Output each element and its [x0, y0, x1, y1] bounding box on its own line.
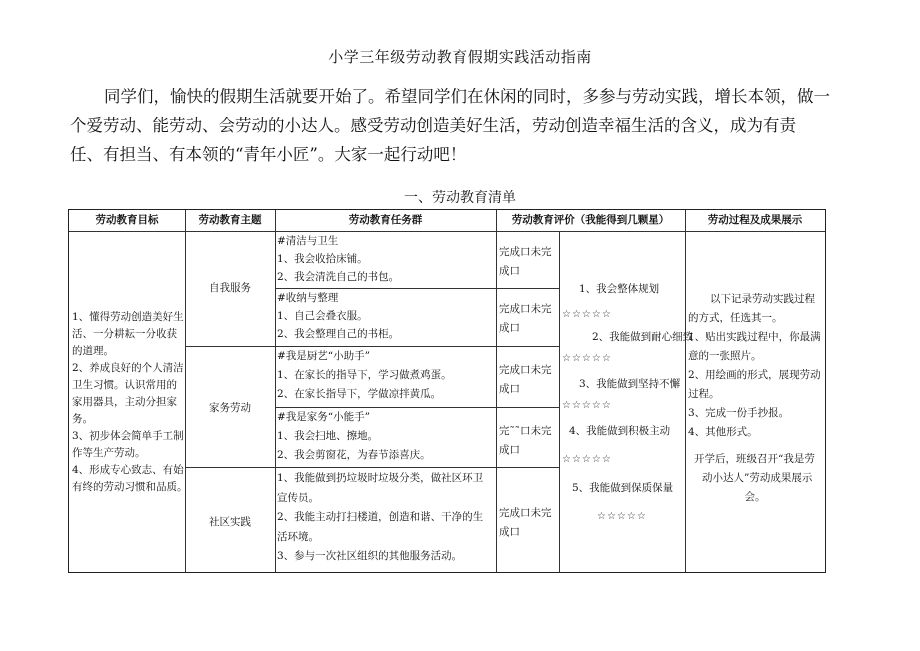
- intro-line: 任、有担当、有本领的“青年小匠”。大家一起行动吧！: [70, 145, 467, 164]
- task-line: 2、我会清洗自己的书包。: [277, 271, 400, 283]
- task-line: 1、在家长的指导下，学习做煮鸡蛋。: [277, 369, 452, 381]
- star-rating: ☆☆☆☆☆: [562, 400, 612, 411]
- intro-paragraph: [70, 82, 830, 169]
- row-divider: [185, 346, 275, 347]
- task-line: 1、我会扫地、擦地。: [277, 430, 379, 442]
- display-line: 1、贴出实践过程中，你最满: [688, 331, 821, 343]
- status-line: 完成口未完: [499, 507, 552, 519]
- status-line: 成口: [499, 322, 520, 334]
- col-divider: [685, 210, 686, 572]
- task-line: 宣传员。: [277, 491, 319, 504]
- col-divider: [496, 210, 497, 572]
- goal-line: 活、一分耕耘一分收获: [72, 328, 177, 340]
- task-line: 1、我能做到扔垃圾时垃圾分类，做社区环卫: [277, 472, 484, 484]
- status-line: 成口: [499, 444, 520, 456]
- task-line: 活环境。: [277, 530, 319, 543]
- goal-line: 4、形成专心致志、有始: [72, 464, 184, 476]
- row-divider: [185, 467, 275, 468]
- task-line: 2、在家长指导下，学做凉拌黄瓜。: [277, 388, 442, 400]
- goals-cell: [72, 309, 188, 496]
- col-divider: [559, 231, 560, 572]
- eval-item: 3、我能做到坚持不懈: [579, 378, 681, 390]
- display-line: 开学后，班级召开“我是劳: [694, 453, 815, 465]
- star-rating: ☆☆☆☆☆: [597, 511, 647, 522]
- labor-checklist-table: [68, 209, 826, 573]
- intro-line: 同学们，愉快的假期生活就要开始了。希望同学们在休闲的同时，多参与劳动实践，增长本领，做一: [104, 87, 830, 106]
- goal-line: 1、懂得劳动创造美好生: [72, 311, 184, 323]
- completion-status: [499, 300, 552, 338]
- completion-status: [499, 422, 552, 460]
- star-rating: ☆☆☆☆☆: [562, 454, 612, 465]
- task-row-cooking: [277, 347, 452, 404]
- task-row-cleaning: [277, 232, 399, 286]
- task-line: 1、我会收拾床铺。: [277, 253, 368, 265]
- status-line: 完成口未完: [499, 246, 552, 258]
- task-line: 2、我会整理自己的书柜。: [277, 328, 400, 340]
- display-line: 的方式，任选其一。: [688, 312, 783, 324]
- status-line: 完˜˜口未完: [499, 425, 552, 437]
- display-line: 会。: [744, 491, 766, 503]
- header-divider: [69, 231, 825, 232]
- goal-line: 的道理。: [72, 345, 114, 357]
- display-line: 4、其他形式。: [688, 426, 758, 438]
- display-line: 2、用绘画的形式，展现劳动: [688, 369, 821, 381]
- theme-housework: 家务劳动: [209, 402, 251, 414]
- eval-item: 5、我能做到保质保量: [572, 482, 674, 494]
- status-line: 完成口未完: [499, 303, 552, 315]
- star-rating: ☆☆☆☆☆: [562, 353, 612, 364]
- display-line: 以下记录劳动实践过程: [710, 293, 815, 305]
- header-theme: 劳动教育主题: [198, 214, 262, 226]
- task-row-community: [277, 469, 483, 567]
- task-line: #我是厨艺“小助手”: [277, 350, 371, 362]
- display-line: 过程。: [688, 388, 720, 400]
- intro-line: 个爱劳动、能劳动、会劳动的小达人。感受劳动创造美好生活，劳动创造幸福生活的含义，成为有责: [70, 116, 796, 135]
- display-line: 意的一张照片。: [688, 350, 762, 362]
- theme-self-service: 自我服务: [209, 282, 251, 294]
- status-line: 完成口未完: [499, 364, 552, 376]
- eval-item: 4、我能做到积极主动: [569, 425, 671, 437]
- task-line: #清洁与卫生: [277, 235, 339, 247]
- completion-status: [499, 504, 552, 542]
- task-row-storage: [277, 289, 399, 343]
- status-line: 成口: [499, 526, 520, 538]
- eval-item: 1、我会整体规划: [579, 283, 660, 295]
- theme-community: 社区实践: [209, 516, 251, 528]
- header-evaluation: 劳动教育评价（我能得到几颗星）: [511, 214, 670, 226]
- goal-line: 2、养成良好的个人清洁: [72, 362, 184, 374]
- goal-line: 3、初步体会简单手工制: [72, 430, 184, 442]
- display-line: 3、完成一份手抄报。: [688, 407, 790, 419]
- task-line: #收纳与整理: [277, 292, 339, 304]
- display-line: 动小达人”劳动成果展示: [702, 472, 813, 484]
- goal-line: 家用器具，主动分担家: [72, 396, 177, 408]
- col-divider: [275, 210, 276, 572]
- goal-line: 卫生习惯。认识常用的: [72, 379, 177, 391]
- goal-line: 务。: [72, 413, 93, 425]
- status-line: 成口: [499, 265, 520, 277]
- header-display: 劳动过程及成果展示: [707, 214, 803, 226]
- task-line: 3、参与一次社区组织的其他服务活动。: [277, 550, 463, 562]
- goal-line: 作等生产劳动。: [72, 447, 146, 459]
- task-line: 1、自己会叠衣服。: [277, 310, 368, 322]
- completion-status: [499, 361, 552, 399]
- star-rating: ☆☆☆☆☆: [562, 309, 612, 320]
- section-title: 一、劳动教育清单: [404, 190, 516, 206]
- page-title: 小学三年级劳动教育假期实践活动指南: [328, 48, 592, 66]
- task-line: 2、我能主动打扫楼道，创造和谐、干净的生: [277, 511, 484, 523]
- status-line: 成口: [499, 383, 520, 395]
- completion-status: [499, 243, 552, 281]
- eval-item: 2、我能做到耐心细致: [592, 331, 694, 343]
- header-tasks: 劳动教育任务群: [348, 214, 423, 226]
- display-cell: [688, 290, 822, 507]
- task-line: #我是家务“小能手”: [277, 411, 371, 423]
- header-goal: 劳动教育目标: [95, 214, 159, 226]
- goal-line: 有终的劳动习惯和品质。: [72, 481, 188, 493]
- task-row-housework: [277, 408, 431, 465]
- task-line: 2、我会剪窗花，为春节添喜庆。: [277, 449, 431, 461]
- row-divider: [275, 467, 559, 468]
